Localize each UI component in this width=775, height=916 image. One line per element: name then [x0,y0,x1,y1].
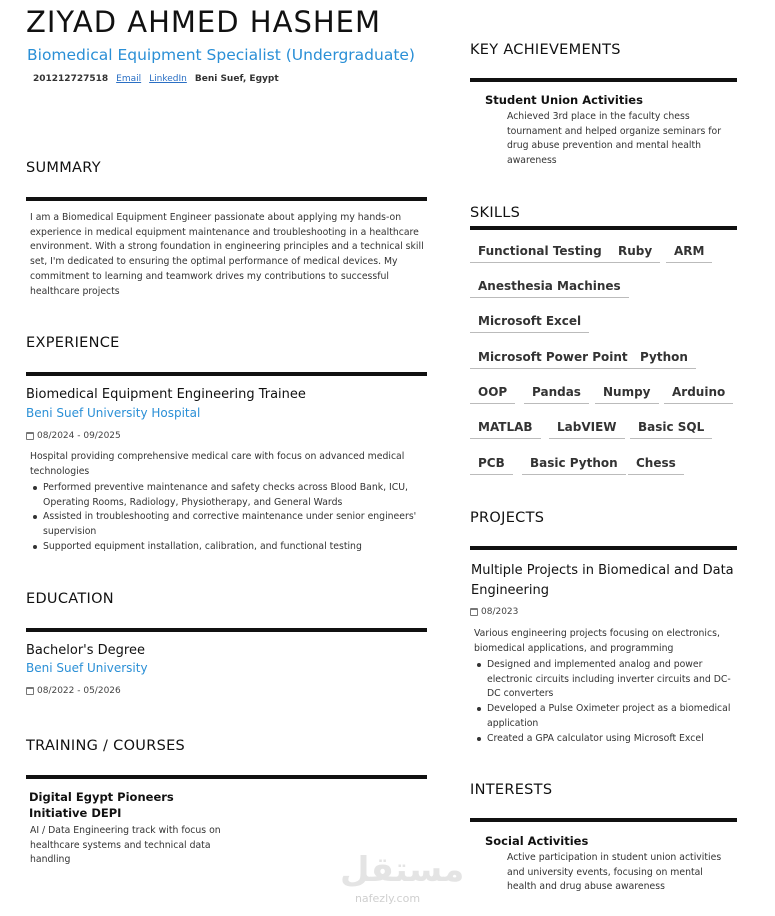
skills-rule [470,226,737,230]
skill-tag: Ruby [610,244,660,263]
skill-tag: Chess [628,456,684,475]
watermark-logo: مستقل [340,850,465,890]
watermark-url: nafezly.com [354,892,421,905]
achievements-title: Student Union Activities [485,93,643,107]
skill-tag: MATLAB [470,420,541,439]
experience-heading: EXPERIENCE [26,335,120,351]
experience-bullets [30,481,420,555]
interests-rule [470,818,737,822]
experience-rule [26,372,427,376]
experience-dates-text: 08/2024 - 09/2025 [37,431,121,441]
skill-tag: OOP [470,385,515,404]
skill-tag: Microsoft Power Point [470,350,636,369]
achievements-heading: KEY ACHIEVEMENTS [470,42,621,58]
training-title: Digital Egypt Pioneers Initiative DEPI [29,790,174,820]
projects-rule [470,546,737,550]
calendar-icon [26,687,34,695]
skill-tag: ARM [666,244,712,263]
watermark [340,848,465,914]
summary-text: I am a Biomedical Equipment Engineer passionate about applying my hands-on experience in medical equipment maintenance and troubleshooting in a healthcare environment. With a strong foundation in engineering principles and a technical skill set, I'm dedicated to ensuring the optimal performance of medical devices. My commitment to learning and teamwork drives my contributions to successful healthcare projects [30,212,424,297]
skill-tag: Pandas [524,385,589,404]
linkedin-link[interactable]: LinkedIn [149,74,187,84]
project-dates-text: 08/2023 [481,607,519,617]
training-description: AI / Data Engineering track with focus on healthcare systems and technical data handling [30,825,221,866]
skill-tag: Anesthesia Machines [470,279,629,298]
interests-heading: INTERESTS [470,782,553,798]
list-item: Supported equipment installation, calibration, and functional testing [30,540,420,555]
projects-heading: PROJECTS [470,510,545,526]
interests-title: Social Activities [485,834,589,848]
calendar-icon [470,608,478,616]
summary-rule [26,197,427,201]
contact-line [33,74,279,84]
experience-dates [26,431,121,441]
education-dates [26,686,121,696]
skill-tag: Basic Python [522,456,626,475]
skill-tag: LabVIEW [549,420,625,439]
project-dates [470,607,518,617]
skill-tag: PCB [470,456,513,475]
project-title: Multiple Projects in Biomedical and Data Engineering [471,563,734,598]
project-bullets [474,658,732,746]
list-item: Designed and implemented analog and power electronic circuits including inverter circuits and DC-DC converters [474,658,732,702]
skill-tag: Numpy [595,385,659,404]
education-rule [26,628,427,632]
interests-text: Active participation in student union activities and university events, focusing on mental health and drug abuse awareness [507,852,722,893]
calendar-icon [26,432,34,440]
skill-tag: Python [632,350,696,369]
education-dates-text: 08/2022 - 05/2026 [37,686,121,696]
skill-tag: Basic SQL [630,420,712,439]
location: Beni Suef, Egypt [194,74,279,84]
skill-tag: Functional Testing [470,244,610,263]
experience-org: Beni Suef University Hospital [26,406,201,420]
education-school: Beni Suef University [26,661,148,675]
education-degree: Bachelor's Degree [26,643,145,658]
summary-heading: SUMMARY [26,160,101,176]
job-title: Biomedical Equipment Specialist (Undergraduate) [27,46,415,64]
list-item: Developed a Pulse Oximeter project as a biomedical application [474,702,732,731]
list-item: Assisted in troubleshooting and corrective maintenance under senior engineers' supervision [30,510,420,539]
phone-number: 201212727518 [33,74,109,84]
list-item: Performed preventive maintenance and safety checks across Blood Bank, ICU, Operating Rooms, Radiology, Physiotherapy, and General Wards [30,481,420,510]
experience-description: Hospital providing comprehensive medical care with focus on advanced medical technologies [30,451,405,477]
training-rule [26,775,427,779]
project-description: Various engineering projects focusing on electronics, biomedical applications, and programming [474,628,720,654]
skill-tag: Microsoft Excel [470,314,589,333]
skill-tag: Arduino [664,385,733,404]
experience-role: Biomedical Equipment Engineering Trainee [26,387,306,402]
skills-heading: SKILLS [470,205,521,221]
email-link[interactable]: Email [116,74,142,84]
candidate-name: ZIYAD AHMED HASHEM [26,5,382,39]
achievements-rule [470,78,737,82]
education-heading: EDUCATION [26,591,114,607]
training-heading: TRAINING / COURSES [26,738,186,754]
achievements-text: Achieved 3rd place in the faculty chess tournament and helped organize seminars for drug abuse prevention and mental health awareness [507,111,722,167]
list-item: Created a GPA calculator using Microsoft Excel [474,732,732,747]
